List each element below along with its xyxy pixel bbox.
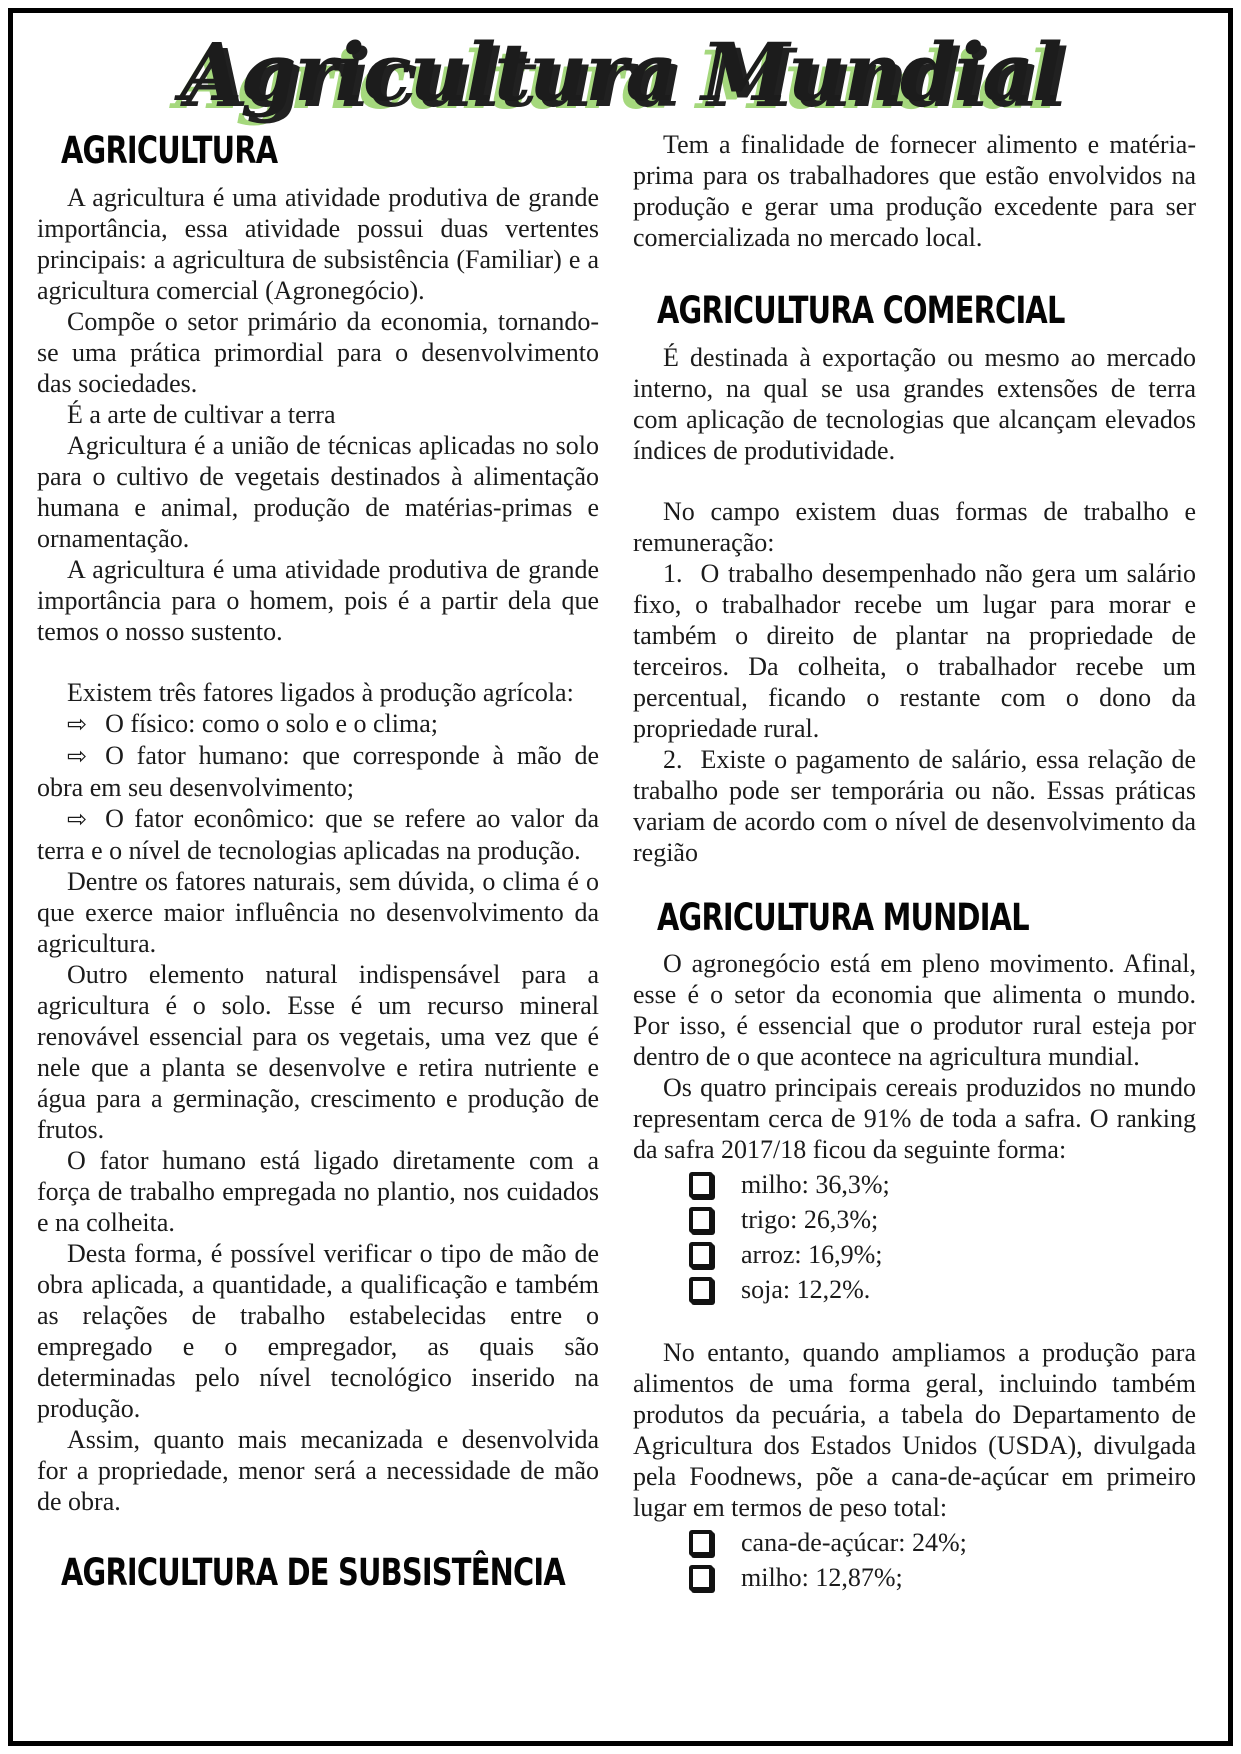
paragraph: Outro elemento natural indispensável para a agricultura é o solo. Esse é um recurso mineral renovável essencial para os vegetais, uma vez que é nele que a planta se desenvolve e retira nutriente e água para a germinação, crescimento e produção de frutos. [37,959,599,1144]
checklist-item [633,1169,1196,1200]
section-heading-agricultura: AGRICULTURA [61,129,278,173]
arrow-list-item [37,803,599,866]
paragraph: Dentre os fatores naturais, sem dúvida, o clima é o que exerce maior influência no desenvolvimento da agricultura. [37,866,599,958]
two-column-layout [35,129,1206,1603]
right-column [633,129,1196,1603]
section-heading-subsistencia: AGRICULTURA DE SUBSISTÊNCIA [61,1550,565,1594]
arrow-item-text: O fator humano: que corresponde à mão de obra em seu desenvolvimento; [37,740,599,802]
spacer [633,868,1196,896]
checklist-item [633,1204,1196,1235]
arrow-item-text: O físico: como o solo e o clima; [105,708,438,738]
paragraph: É destinada à exportação ou mesmo ao mercado interno, na qual se usa grandes extensões de terra com aplicação de tecnologias que alcançam elevados índices de produtividade. [633,342,1196,465]
paragraph: No entanto, quando ampliamos a produção para alimentos de uma forma geral, incluindo também produtos da pecuária, a tabela do Departamento de Agricultura dos Estados Unidos (USDA), divulgada pela Foodnews, põe a cana-de-açúcar em primeiro lugar em termos de peso total: [633,1338,1196,1523]
paragraph: Agricultura é a união de técnicas aplicadas no solo para o cultivo de vegetais destinados à alimentação humana e animal, produção de matérias-primas e ornamentação. [37,430,599,553]
arrow-list-item [37,708,599,740]
checkbox-bullet-icon [689,1242,713,1268]
spacer [633,1309,1196,1337]
checkbox-bullet-icon [689,1172,713,1198]
checklist-item-text: arroz: 16,9%; [741,1240,883,1270]
arrow-list-item [37,740,599,803]
checkbox-bullet-icon [689,1530,713,1556]
paragraph: Tem a finalidade de fornecer alimento e matéria-prima para os trabalhadores que estão envolvidos na produção e gerar uma produção excedente para ser comercializada no mercado local. [633,130,1196,253]
page-title: Agricultura Mundial [180,25,1061,119]
list-number: 2. [663,744,683,774]
spacer [633,466,1196,496]
checklist-item-text: milho: 12,87%; [741,1563,903,1593]
document-page [13,13,1228,1741]
list-number: 1. [663,558,683,588]
checklist-item-text: milho: 36,3%; [741,1170,890,1200]
numbered-list-item [633,558,1196,744]
paragraph: Assim, quanto mais mecanizada e desenvolvida for a propriedade, menor será a necessidade de mão de obra. [37,1424,599,1516]
paragraph: A agricultura é uma atividade produtiva de grande importância, essa atividade possui duas vertentes principais: a agricultura de subsistência (Familiar) e a agricultura comercial (Agronegócio). [37,182,599,305]
checklist-item-text: soja: 12,2%. [741,1275,871,1305]
paragraph: É a arte de cultivar a terra [67,399,336,429]
paragraph: A agricultura é uma atividade produtiva de grande importância para o homem, pois é a partir dela que temos o nosso sustento. [37,554,599,646]
left-column [37,129,599,1603]
checklist-item [633,1274,1196,1305]
checklist-item-text: cana-de-açúcar: 24%; [741,1528,967,1558]
paragraph: Desta forma, é possível verificar o tipo de mão de obra aplicada, a quantidade, a qualificação e também as relações de trabalho estabelecidas entre o empregado e o empregador, as quais são determinadas pelo nível tecnológico inserido na produção. [37,1238,599,1423]
paragraph: Compõe o setor primário da economia, tornando-se uma prática primordial para o desenvolvimento das sociedades. [37,306,599,398]
paragraph: O fator humano está ligado diretamente com a força de trabalho empregada no plantio, nos cuidados e na colheita. [37,1145,599,1237]
paragraph: Existem três fatores ligados à produção agrícola: [67,677,574,707]
arrow-bullet-icon: ⇨ [67,709,88,738]
checklist-item [633,1527,1196,1558]
paragraph: No campo existem duas formas de trabalho e remuneração: [633,496,1196,557]
checkbox-bullet-icon [689,1207,713,1233]
paragraph: Os quatro principais cereais produzidos no mundo representam cerca de 91% de toda a safra. O ranking da safra 2017/18 ficou da seguinte forma: [633,1073,1196,1165]
arrow-bullet-icon: ⇨ [67,741,88,770]
spacer [37,647,599,677]
checklist-item-text: trigo: 26,3%; [741,1205,879,1235]
checkbox-bullet-icon [689,1565,713,1591]
arrow-item-text: O fator econômico: que se refere ao valor da terra e o nível de tecnologias aplicadas na produção. [37,803,599,865]
numbered-list-item [633,744,1196,868]
spacer [37,1551,599,1595]
arrow-bullet-icon: ⇨ [67,804,88,833]
checklist-item [633,1239,1196,1270]
section-heading-comercial: AGRICULTURA COMERCIAL [657,289,1065,333]
section-heading-mundial: AGRICULTURA MUNDIAL [657,895,1029,939]
numbered-item-text: Existe o pagamento de salário, essa relação de trabalho pode ser temporária ou não. Essas práticas variam de acordo com o nível de desenvolvimento da região [633,744,1196,867]
numbered-item-text: O trabalho desempenhado não gera um salário fixo, o trabalhador recebe um lugar para morar e também o direito de plantar na propriedade de terceiros. Da colheita, o trabalhador recebe um percentual, ficando o restante com o dono da propriedade rural. [633,558,1196,743]
paragraph: O agronegócio está em pleno movimento. Afinal, esse é o setor da economia que alimenta o mundo. Por isso, é essencial que o produtor rural esteja por dentro de o que acontece na agricultura mundial. [633,949,1196,1072]
checkbox-bullet-icon [689,1277,713,1303]
spacer [633,253,1196,289]
checklist-item [633,1562,1196,1593]
